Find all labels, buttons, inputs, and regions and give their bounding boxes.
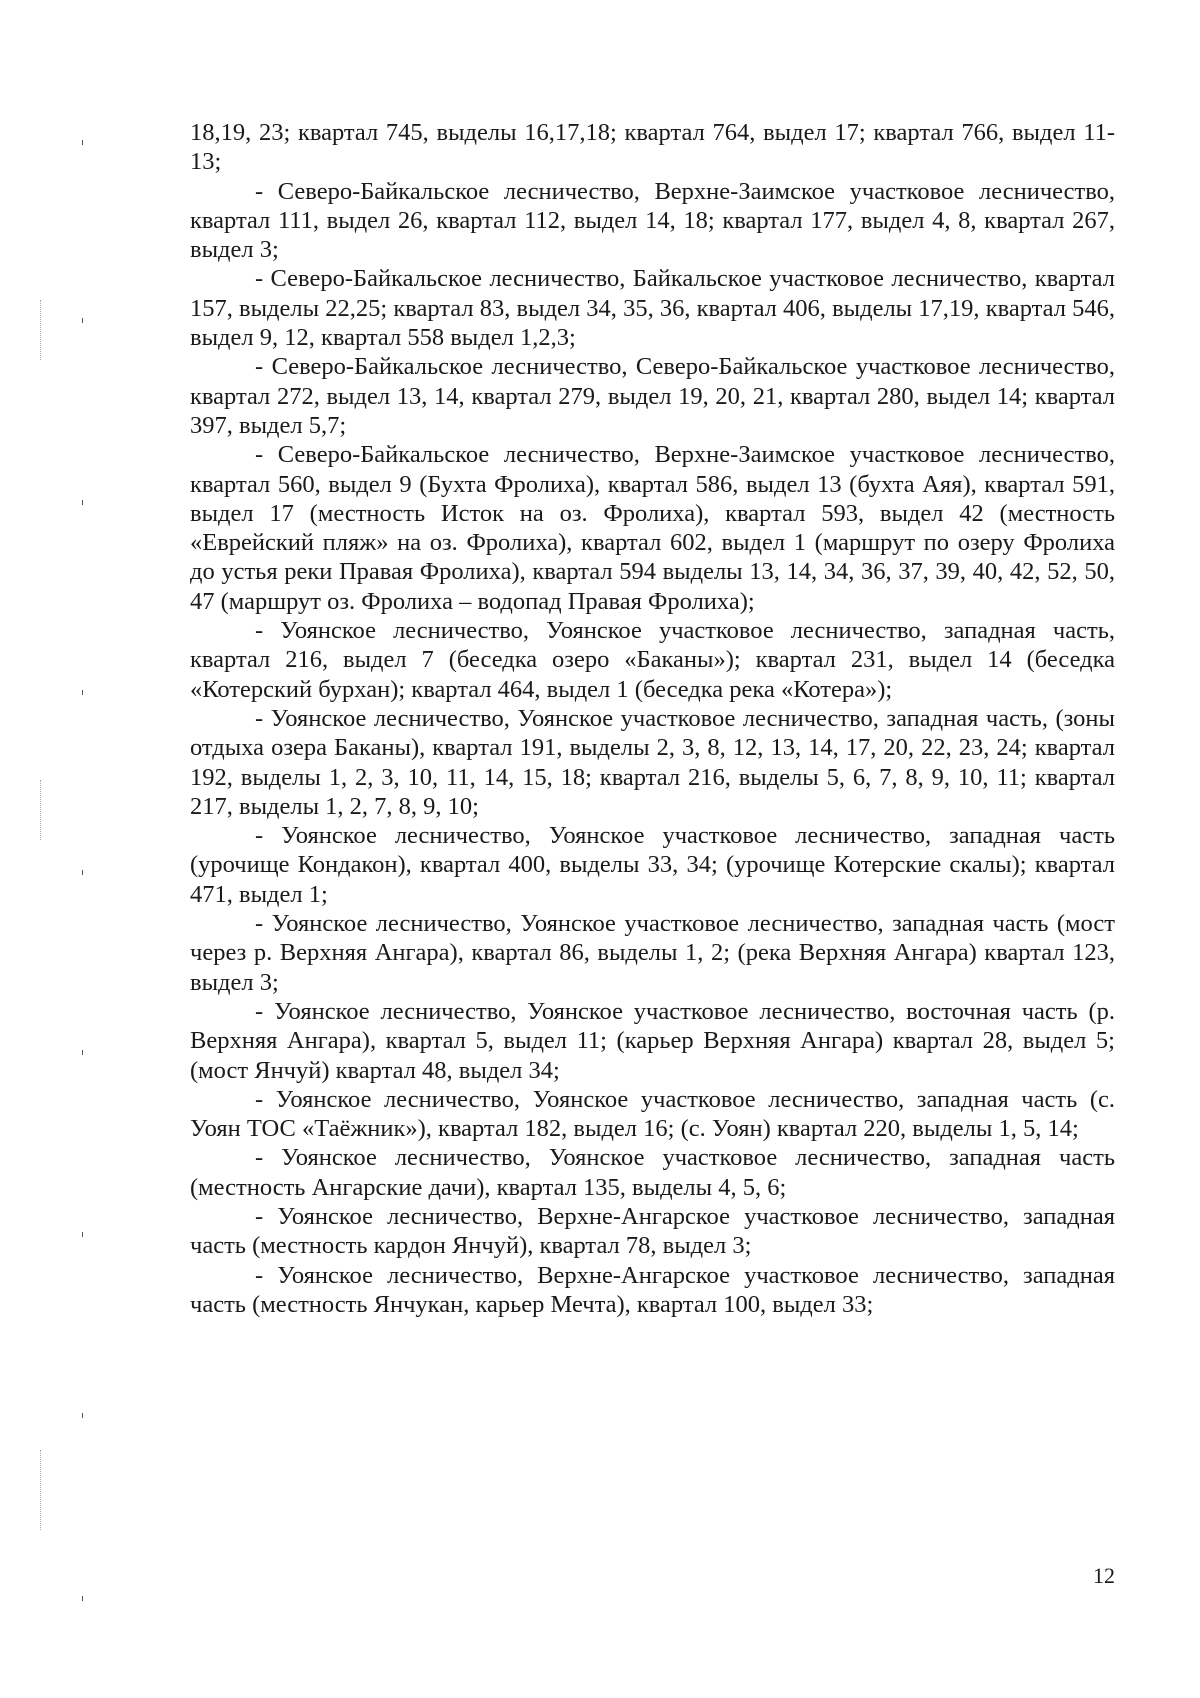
list-item: - Уоянское лесничество, Уоянское участковое лесничество, западная часть (с. Уоян ТОС «Таёжник»), квартал 182, выдел 16; (с. Уоян) квартал 220, выделы 1, 5, 14; (190, 1085, 1115, 1143)
paragraph: 18,19, 23; квартал 745, выделы 16,17,18; квартал 764, выдел 17; квартал 766, выдел 11-13; (190, 119, 1115, 176)
scan-margin-artifact (82, 1232, 83, 1237)
scan-margin-artifact (40, 300, 42, 360)
list-item: - Северо-Байкальское лесничество, Верхне-Заимское участковое лесничество, квартал 111, выдел 26, квартал 112, выдел 14, 18; квартал 177, выдел 4, 8, квартал 267, выдел 3; (190, 177, 1115, 264)
list-item: - Уоянское лесничество, Верхне-Ангарское участковое лесничество, западная часть (местность Янчукан, карьер Мечта), квартал 100, выдел 33; (190, 1261, 1115, 1318)
list-item: - Уоянское лесничество, Уоянское участковое лесничество, западная часть (мост через р. Верхняя Ангара), квартал 86, выделы 1, 2; (река Верхняя Ангара) квартал 123, выдел 3; (190, 910, 1115, 996)
scan-margin-artifact (82, 140, 83, 145)
scan-margin-artifact (82, 1596, 83, 1601)
list-item: - Уоянское лесничество, Уоянское участковое лесничество, западная часть, квартал 216, выдел 7 (беседка озеро «Баканы»); квартал 231, выдел 14 (беседка «Котерский бурхан); квартал 464, выдел 1 (беседка река «Котера»); (190, 617, 1115, 703)
scan-margin-artifact (82, 870, 83, 875)
list-item: - Уоянское лесничество, Уоянское участковое лесничество, западная часть (местность Ангарские дачи), квартал 135, выделы 4, 5, 6; (190, 1144, 1115, 1201)
scan-margin-artifact (82, 318, 83, 323)
list-item: - Уоянское лесничество, Уоянское участковое лесничество, восточная часть (р. Верхняя Ангара), квартал 5, выдел 11; (карьер Верхняя Ангара) квартал 28, выдел 5; (мост Янчуй) квартал 48, выдел 34; (190, 997, 1115, 1084)
scan-margin-artifact (82, 1413, 83, 1418)
scan-margin-artifact (40, 780, 42, 840)
scan-margin-artifact (82, 1050, 83, 1055)
scan-margin-artifact (82, 500, 83, 505)
list-item: - Северо-Байкальское лесничество, Северо-Байкальское участковое лесничество, квартал 272, выдел 13, 14, квартал 279, выдел 19, 20, 21, квартал 280, выдел 14; квартал 397, выдел 5,7; (190, 353, 1115, 439)
list-item: - Уоянское лесничество, Уоянское участковое лесничество, западная часть (урочище Кондакон), квартал 400, выделы 33, 34; (урочище Котерские скалы); квартал 471, выдел 1; (190, 822, 1115, 908)
list-item: - Северо-Байкальское лесничество, Верхне-Заимское участковое лесничество, квартал 560, выдел 9 (Бухта Фролиха), квартал 586, выдел 13 (бухта Аяя), квартал 591, выдел 17 (местность Исток на оз. Фролиха), квартал 593, выдел 42 (местность «Еврейский пляж» на оз. Фролиха), квартал 602, выдел 1 (маршрут по озеру Фролиха до устья реки Правая Фролиха), квартал 594 выделы 13, 14, 34, 36, 37, 39, 40, 42, 52, 50, 47 (маршрут оз. Фролиха – водопад Правая Фролиха); (190, 441, 1115, 615)
list-item: - Уоянское лесничество, Верхне-Ангарское участковое лесничество, западная часть (местность кардон Янчуй), квартал 78, выдел 3; (190, 1202, 1115, 1260)
page-number: 12 (1093, 1563, 1115, 1588)
list-item: - Северо-Байкальское лесничество, Байкальское участковое лесничество, квартал 157, выделы 22,25; квартал 83, выдел 34, 35, 36, квартал 406, выделы 17,19, квартал 546, выдел 9, 12, квартал 558 выдел 1,2,3; (190, 265, 1115, 352)
document-body (190, 118, 1115, 1319)
scan-margin-artifact (82, 690, 83, 695)
list-item: - Уоянское лесничество, Уоянское участковое лесничество, западная часть, (зоны отдыха озера Баканы), квартал 191, выделы 2, 3, 8, 12, 13, 14, 17, 20, 22, 23, 24; квартал 192, выделы 1, 2, 3, 10, 11, 14, 15, 18; квартал 216, выделы 5, 6, 7, 8, 9, 10, 11; квартал 217, выделы 1, 2, 7, 8, 9, 10; (190, 704, 1115, 820)
scan-margin-artifact (40, 1450, 42, 1530)
